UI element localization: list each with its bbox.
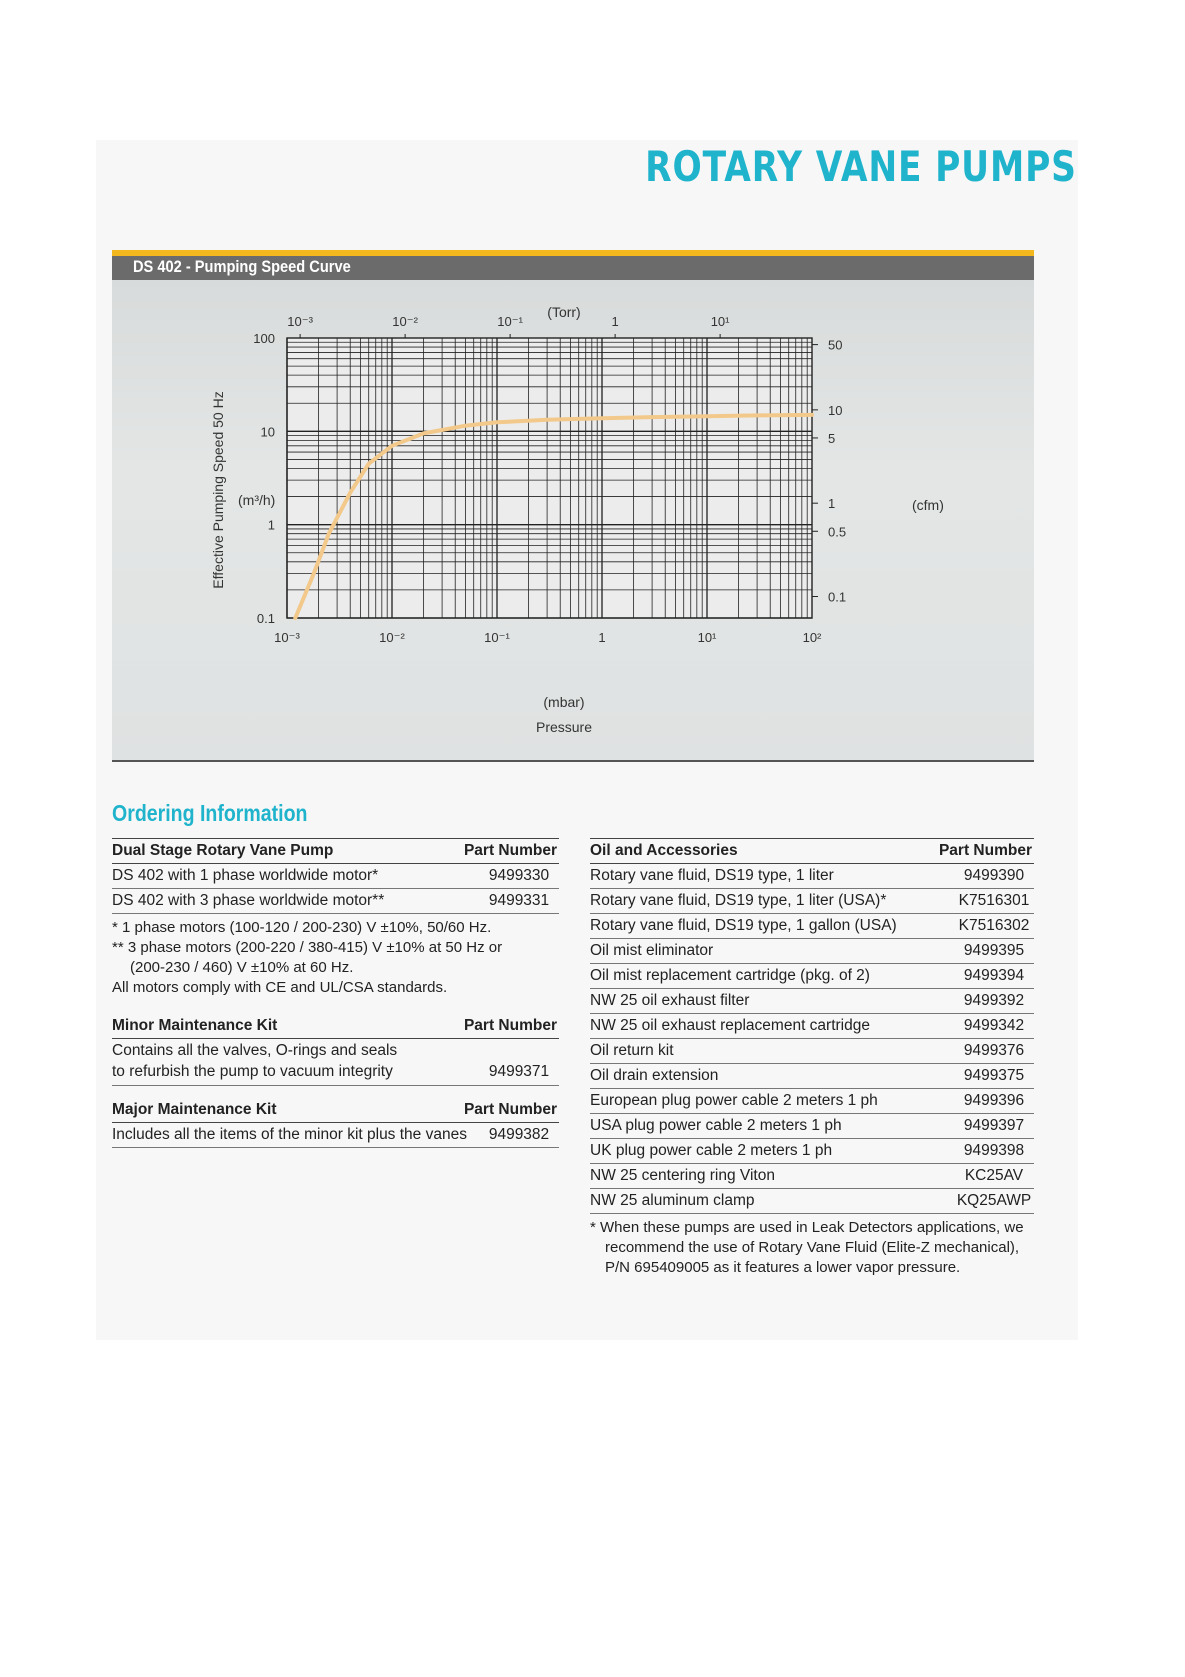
- item-part-number: 9499397: [963, 1117, 1025, 1134]
- top-x-tick-label: 10⁻³: [287, 314, 313, 329]
- x-tick-label: 10²: [802, 630, 822, 645]
- y-tick-label: 1: [267, 517, 275, 533]
- dual-stage-title: Dual Stage Rotary Vane Pump: [112, 842, 334, 859]
- right-y-tick-label: 1: [828, 496, 836, 512]
- item-part-number: 9499398: [963, 1142, 1025, 1159]
- plot-area: [287, 338, 812, 618]
- dual-stage-header: [112, 838, 559, 864]
- item-description: Rotary vane fluid, DS19 type, 1 gallon (USA): [590, 917, 897, 934]
- item-part-number: 9499396: [963, 1092, 1025, 1109]
- minor-kit-row: [112, 1039, 559, 1086]
- major-kit-header: [112, 1098, 559, 1123]
- minor-kit-part-number: 9499371: [488, 1063, 550, 1080]
- table-row: [590, 1139, 1034, 1164]
- item-description: NW 25 oil exhaust replacement cartridge: [590, 1017, 870, 1034]
- minor-kit-desc-line1: Contains all the valves, O-rings and seals: [112, 1042, 398, 1059]
- note-line: (200-230 / 460) V ±10% at 60 Hz.: [130, 959, 354, 976]
- item-part-number: 9499330: [488, 867, 550, 884]
- item-description: USA plug power cable 2 meters 1 ph: [590, 1117, 842, 1134]
- footnote-line: * When these pumps are used in Leak Detectors applications, we: [590, 1219, 1024, 1236]
- part-number-header: Part Number: [463, 1101, 557, 1118]
- ordering-title: Ordering Information: [112, 800, 308, 826]
- top-x-tick-label: 10⁻¹: [497, 314, 523, 329]
- top-x-tick-label: 1: [611, 314, 619, 329]
- part-number-header: Part Number: [938, 842, 1032, 859]
- item-part-number: 9499375: [963, 1067, 1025, 1084]
- table-row: [590, 989, 1034, 1014]
- minor-kit-header: [112, 1014, 559, 1039]
- table-row: [112, 864, 559, 889]
- item-part-number: 9499392: [963, 992, 1025, 1009]
- bottom-axis-unit: (mbar): [543, 694, 585, 710]
- footnote-line: P/N 695409005 as it features a lower vapor pressure.: [605, 1259, 961, 1276]
- minor-kit-desc-line2: to refurbish the pump to vacuum integrity: [112, 1063, 393, 1080]
- part-number-header: Part Number: [463, 842, 557, 859]
- top-x-tick-label: 10¹: [710, 314, 730, 329]
- table-row: [590, 964, 1034, 989]
- right-y-tick-label: 0.1: [828, 589, 847, 605]
- table-row: [590, 1089, 1034, 1114]
- item-description: Oil return kit: [590, 1042, 674, 1059]
- footnote-line: recommend the use of Rotary Vane Fluid (Elite-Z mechanical),: [605, 1239, 1020, 1256]
- accessories-title: Oil and Accessories: [590, 842, 738, 859]
- x-tick-label: 1: [598, 630, 606, 645]
- chart-title: DS 402 - Pumping Speed Curve: [133, 257, 351, 276]
- minor-kit-title: Minor Maintenance Kit: [112, 1017, 278, 1034]
- table-row: [590, 1039, 1034, 1064]
- accessories-footnote: [590, 1218, 1034, 1278]
- item-description: NW 25 centering ring Viton: [590, 1167, 775, 1184]
- right-y-tick-label: 10: [828, 402, 843, 418]
- note-line: * 1 phase motors (100-120 / 200-230) V ±10%, 50/60 Hz.: [112, 919, 492, 936]
- table-row: [590, 1164, 1034, 1189]
- item-description: European plug power cable 2 meters 1 ph: [590, 1092, 878, 1109]
- table-row: [590, 864, 1034, 889]
- item-description: DS 402 with 3 phase worldwide motor**: [112, 892, 385, 909]
- major-kit-table: [112, 1098, 559, 1148]
- chart-grid: [287, 338, 812, 618]
- y-axis-label: Effective Pumping Speed 50 Hz: [210, 391, 226, 589]
- item-description: NW 25 aluminum clamp: [590, 1192, 755, 1209]
- item-part-number: 9499376: [963, 1042, 1025, 1059]
- item-description: Rotary vane fluid, DS19 type, 1 liter (USA)*: [590, 892, 887, 909]
- major-kit-part-number: 9499382: [488, 1126, 550, 1143]
- item-part-number: 9499394: [963, 967, 1025, 984]
- y-tick-label: 100: [253, 331, 275, 346]
- top-axis-unit: (Torr): [547, 304, 581, 320]
- pumping-speed-chart: [112, 280, 1034, 760]
- item-part-number: 9499331: [488, 892, 550, 909]
- item-description: Oil mist eliminator: [590, 942, 714, 959]
- item-description: NW 25 oil exhaust filter: [590, 992, 750, 1009]
- major-kit-row: [112, 1123, 559, 1148]
- y-tick-label: 0.1: [256, 611, 275, 626]
- item-part-number: K7516301: [958, 892, 1030, 909]
- item-part-number: 9499395: [963, 942, 1025, 959]
- table-row: [590, 1114, 1034, 1139]
- item-part-number: KC25AV: [964, 1167, 1024, 1184]
- top-x-tick-label: 10⁻²: [392, 314, 418, 329]
- y-right-unit: (cfm): [912, 497, 944, 513]
- table-row: [590, 1064, 1034, 1089]
- table-row: [590, 914, 1034, 939]
- x-axis-label: Pressure: [535, 719, 593, 735]
- accessories-table: [590, 838, 1034, 1214]
- x-tick-label: 10⁻³: [274, 630, 300, 645]
- x-tick-label: 10¹: [697, 630, 717, 645]
- accessories-header: [590, 838, 1034, 864]
- table-row: [112, 889, 559, 914]
- chart-header-bar: [112, 256, 1034, 280]
- right-y-tick-label: 50: [828, 337, 843, 353]
- table-row: [590, 1189, 1034, 1214]
- minor-kit-table: [112, 1014, 559, 1086]
- x-tick-label: 10⁻¹: [484, 630, 510, 645]
- x-tick-label: 10⁻²: [379, 630, 405, 645]
- item-part-number: 9499390: [963, 867, 1025, 884]
- motor-notes: [112, 918, 559, 998]
- right-y-tick-label: 5: [828, 430, 836, 446]
- item-part-number: KQ25AWP: [956, 1192, 1032, 1209]
- chart-bottom-rule: [112, 760, 1034, 762]
- item-description: UK plug power cable 2 meters 1 ph: [590, 1142, 833, 1159]
- table-row: [590, 939, 1034, 964]
- right-y-tick-label: 0.5: [828, 524, 847, 540]
- table-row: [590, 889, 1034, 914]
- major-kit-title: Major Maintenance Kit: [112, 1101, 277, 1118]
- page-title: ROTARY VANE PUMPS: [645, 142, 1077, 191]
- item-description: DS 402 with 1 phase worldwide motor*: [112, 867, 379, 884]
- note-line: ** 3 phase motors (200-220 / 380-415) V ±10% at 50 Hz or: [112, 939, 503, 956]
- part-number-header: Part Number: [463, 1017, 557, 1034]
- item-description: Oil drain extension: [590, 1067, 719, 1084]
- dual-stage-table: [112, 838, 559, 914]
- item-description: Rotary vane fluid, DS19 type, 1 liter: [590, 867, 834, 884]
- item-description: Oil mist replacement cartridge (pkg. of 2): [590, 967, 870, 984]
- item-part-number: 9499342: [963, 1017, 1025, 1034]
- table-row: [590, 1014, 1034, 1039]
- major-kit-desc: Includes all the items of the minor kit plus the vanes: [112, 1126, 467, 1143]
- note-line: All motors comply with CE and UL/CSA standards.: [112, 979, 448, 996]
- y-tick-label: 10: [260, 424, 275, 440]
- item-part-number: K7516302: [958, 917, 1030, 934]
- y-left-unit: (m³/h): [238, 492, 276, 508]
